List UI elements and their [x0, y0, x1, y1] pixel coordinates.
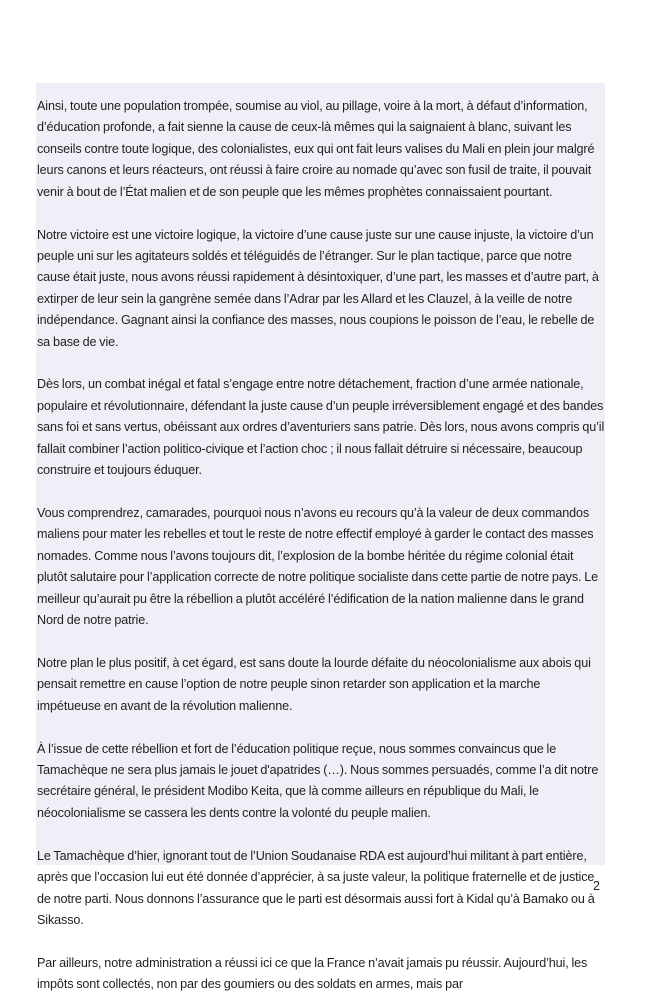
paragraph-8: Par ailleurs, notre administration a réussi ici ce que la France n’avait jamais pu réussir. Aujourd’hui, les impôts sont collectés, non par des goumiers ou des soldats en armes, mais par: [37, 955, 588, 992]
paragraph-1: Ainsi, toute une population trompée, soumise au viol, au pillage, voire à la mort, à défaut d’information, d’éducation profonde, a fait sienne la cause de ceux-là mêmes qui la saignaient à blanc, suivant les conseils contre toute logique, des colonialistes, eux qui ont fait leurs valises du Mali en plein jour malgré leurs canons et leurs réacteurs, ont réussi à faire croire au nomade qu’avec son fusil de traite, il pouvait venir à bout de l’État malien et de son peuple que les mêmes prophètes connaissaient pourtant.: [37, 99, 595, 199]
paragraph-5: Notre plan le plus positif, à cet égard, est sans doute la lourde défaite du néocolonialisme aux abois qui pensait remettre en cause l’option de notre peuple sinon retarder son application et la marche impétueuse en avant de la révolution malienne.: [37, 655, 591, 713]
paragraph-7: Le Tamachèque d’hier, ignorant tout de l’Union Soudanaise RDA est aujourd’hui militant à part entière, après que l’occasion lui eut été donnée d’apprécier, à sa juste valeur, la politique fraternelle et de justice de notre parti. Nous donnons l’assurance que le parti est désormais aussi fort à Kidal qu’à Bamako ou à Sikasso.: [37, 848, 595, 927]
text-block: [36, 83, 605, 992]
paragraph-3: Dès lors, un combat inégal et fatal s’engage entre notre détachement, fraction d’une armée nationale, populaire et révolutionnaire, défendant la juste cause d’un peuple irréversiblement engagé et des bandes sans foi et sans vertus, obéissant aux ordres d’aventuriers sans patrie. Dès lors, nous avons compris qu’il fallait combiner l’action politico-civique et l’action choc ; il nous fallait détruire si nécessaire, beaucoup construire et toujours éduquer.: [37, 377, 605, 478]
paragraph-6: À l’issue de cette rébellion et fort de l’éducation politique reçue, nous sommes convaincus que le Tamachèque ne sera plus jamais le jouet d'apatrides (…). Nous sommes persuadés, comme l’a dit notre secrétaire général, le président Modibo Keita, que là comme ailleurs en république du Mali, le néocolonialisme se cassera les dents contre la volonté du peuple malien.: [37, 741, 599, 820]
paragraph-2: Notre victoire est une victoire logique, la victoire d’une cause juste sur une cause injuste, la victoire d’un peuple uni sur les agitateurs soldés et téléguidés de l’étranger. Sur le plan tactique, parce que notre cause était juste, nous avons réussi rapidement à désintoxiquer, d’une part, les masses et d’autre part, à extirper de leur sein la gangrène semée dans l’Adrar par les Allard et les Clauzel, à la veille de notre indépendance. Gagnant ainsi la confiance des masses, nous coupions le poisson de l’eau, le rebelle de sa base de vie.: [37, 227, 599, 349]
page-number: 2: [593, 879, 600, 893]
paragraph-4: Vous comprendrez, camarades, pourquoi nous n’avons eu recours qu’à la valeur de deux commandos maliens pour mater les rebelles et tout le reste de notre effectif employé à garder le contact des masses nomades. Comme nous l’avons toujours dit, l’explosion de la bombe héritée du régime colonial était plutôt salutaire pour l’application correcte de notre politique socialiste dans cette partie de notre pays. Le meilleur qu’aurait pu être la rébellion a plutôt accéléré l’édification de la nation malienne dans le grand Nord de notre patrie.: [37, 506, 599, 628]
